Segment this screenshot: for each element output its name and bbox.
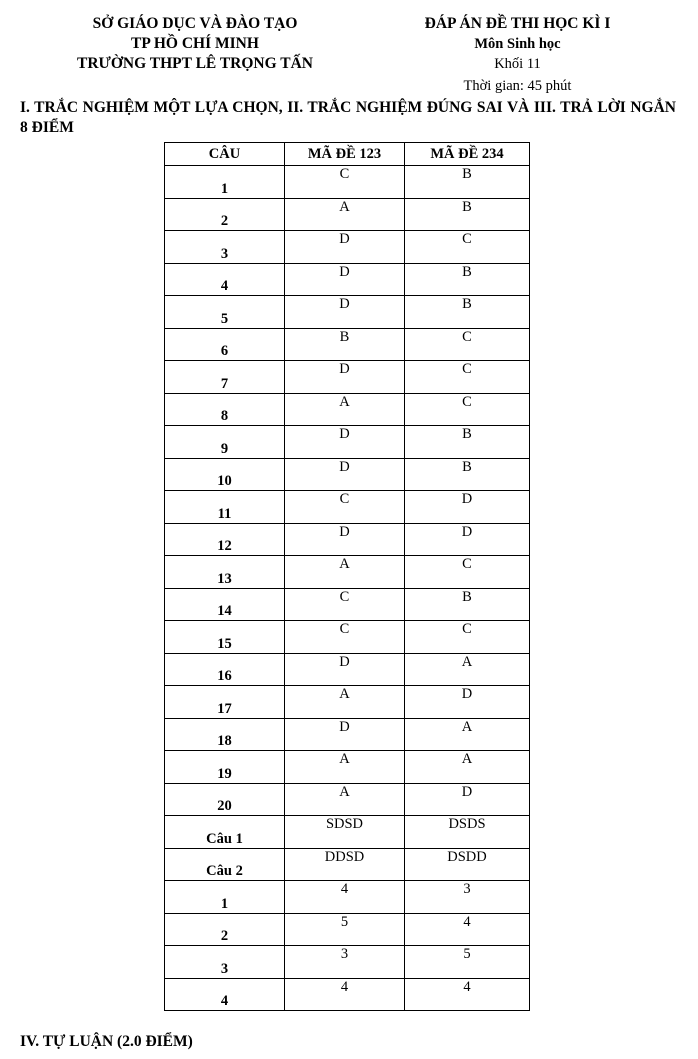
- answer-code-234-cell: B: [405, 296, 530, 329]
- table-row: [165, 816, 530, 849]
- answer-code-123-cell: D: [285, 426, 405, 459]
- answer-code-123-cell: A: [285, 751, 405, 784]
- answer-code-234-cell: DSDD: [405, 848, 530, 881]
- question-number-cell: 11: [165, 491, 285, 524]
- table-row: [165, 491, 530, 524]
- table-row: [165, 523, 530, 556]
- answer-code-234-cell: D: [405, 686, 530, 719]
- answer-code-234-cell: C: [405, 361, 530, 394]
- answer-code-123-cell: C: [285, 166, 405, 199]
- answer-code-234-cell: B: [405, 198, 530, 231]
- answer-code-234-cell: B: [405, 166, 530, 199]
- answer-code-123-cell: D: [285, 653, 405, 686]
- column-header-question: CÂU: [165, 143, 285, 166]
- answer-code-123-cell: SDSD: [285, 816, 405, 849]
- answer-code-123-cell: B: [285, 328, 405, 361]
- question-number-cell: 9: [165, 426, 285, 459]
- answer-code-123-cell: D: [285, 718, 405, 751]
- question-number-cell: 15: [165, 621, 285, 654]
- table-row: [165, 913, 530, 946]
- answer-code-234-cell: C: [405, 556, 530, 589]
- section-4-heading: IV. TỰ LUẬN (2.0 ĐIỂM): [20, 1033, 193, 1050]
- answer-code-123-cell: D: [285, 231, 405, 264]
- answer-code-234-cell: DSDS: [405, 816, 530, 849]
- grade-level: Khối 11: [494, 56, 541, 72]
- question-number-cell: 13: [165, 556, 285, 589]
- table-row: [165, 848, 530, 881]
- table-header-row: [165, 143, 530, 166]
- table-row: [165, 328, 530, 361]
- table-row: [165, 718, 530, 751]
- answer-code-234-cell: D: [405, 491, 530, 524]
- question-number-cell: 18: [165, 718, 285, 751]
- question-number-cell: Câu 1: [165, 816, 285, 849]
- table-row: [165, 686, 530, 719]
- answer-code-123-cell: C: [285, 491, 405, 524]
- answer-code-123-cell: A: [285, 198, 405, 231]
- answer-code-234-cell: C: [405, 393, 530, 426]
- question-number-cell: 1: [165, 881, 285, 914]
- question-number-cell: 7: [165, 361, 285, 394]
- answer-code-234-cell: B: [405, 458, 530, 491]
- question-number-cell: 10: [165, 458, 285, 491]
- answer-code-234-cell: C: [405, 328, 530, 361]
- table-row: [165, 198, 530, 231]
- table-row: [165, 588, 530, 621]
- answer-code-123-cell: A: [285, 556, 405, 589]
- answer-code-123-cell: A: [285, 393, 405, 426]
- document-title: ĐÁP ÁN ĐỀ THI HỌC KÌ I: [424, 15, 611, 32]
- question-number-cell: 3: [165, 946, 285, 979]
- section-1-heading: I. TRẮC NGHIỆM MỘT LỰA CHỌN, II. TRẮC NGHIỆM ĐÚNG SAI VÀ III. TRẢ LỜI NGẮN 8 ĐIỂM: [20, 99, 676, 136]
- question-number-cell: 17: [165, 686, 285, 719]
- answer-code-234-cell: B: [405, 263, 530, 296]
- question-number-cell: 16: [165, 653, 285, 686]
- answer-code-123-cell: D: [285, 296, 405, 329]
- table-row: [165, 231, 530, 264]
- answer-code-234-cell: A: [405, 653, 530, 686]
- question-number-cell: 4: [165, 978, 285, 1011]
- answer-code-234-cell: A: [405, 751, 530, 784]
- answer-code-234-cell: 4: [405, 978, 530, 1011]
- question-number-cell: 4: [165, 263, 285, 296]
- table-row: [165, 881, 530, 914]
- answer-code-123-cell: A: [285, 783, 405, 816]
- question-number-cell: 5: [165, 296, 285, 329]
- table-row: [165, 361, 530, 394]
- column-header-code-234: MÃ ĐỀ 234: [405, 143, 530, 166]
- question-number-cell: 3: [165, 231, 285, 264]
- answer-code-234-cell: C: [405, 231, 530, 264]
- table-row: [165, 751, 530, 784]
- answer-code-234-cell: B: [405, 588, 530, 621]
- city-name: TP HỒ CHÍ MINH: [131, 35, 259, 52]
- answer-code-234-cell: A: [405, 718, 530, 751]
- table-row: [165, 653, 530, 686]
- table-row: [165, 393, 530, 426]
- school-header: [40, 14, 350, 74]
- question-number-cell: 2: [165, 198, 285, 231]
- question-number-cell: Câu 2: [165, 848, 285, 881]
- answer-code-123-cell: A: [285, 686, 405, 719]
- answer-key-table: [164, 142, 530, 1011]
- answer-code-234-cell: 4: [405, 913, 530, 946]
- question-number-cell: 14: [165, 588, 285, 621]
- answer-code-234-cell: B: [405, 426, 530, 459]
- answer-code-234-cell: D: [405, 783, 530, 816]
- table-row: [165, 556, 530, 589]
- answer-code-123-cell: 3: [285, 946, 405, 979]
- answer-code-123-cell: D: [285, 263, 405, 296]
- answer-code-123-cell: D: [285, 458, 405, 491]
- answer-code-123-cell: C: [285, 588, 405, 621]
- table-row: [165, 783, 530, 816]
- question-number-cell: 8: [165, 393, 285, 426]
- answer-code-123-cell: 4: [285, 881, 405, 914]
- answer-code-123-cell: 5: [285, 913, 405, 946]
- department-name: SỞ GIÁO DỤC VÀ ĐÀO TẠO: [92, 15, 298, 32]
- table-row: [165, 978, 530, 1011]
- answer-code-123-cell: 4: [285, 978, 405, 1011]
- table-row: [165, 296, 530, 329]
- question-number-cell: 6: [165, 328, 285, 361]
- exam-duration: Thời gian: 45 phút: [463, 78, 572, 94]
- table-row: [165, 263, 530, 296]
- table-row: [165, 166, 530, 199]
- table-row: [165, 621, 530, 654]
- question-number-cell: 12: [165, 523, 285, 556]
- subject-name: Môn Sinh học: [474, 36, 561, 52]
- table-row: [165, 946, 530, 979]
- answer-code-234-cell: C: [405, 621, 530, 654]
- question-number-cell: 20: [165, 783, 285, 816]
- answer-code-234-cell: D: [405, 523, 530, 556]
- answer-code-123-cell: C: [285, 621, 405, 654]
- table-row: [165, 458, 530, 491]
- question-number-cell: 19: [165, 751, 285, 784]
- answer-code-234-cell: 3: [405, 881, 530, 914]
- school-name: TRƯỜNG THPT LÊ TRỌNG TẤN: [77, 55, 313, 72]
- column-header-code-123: MÃ ĐỀ 123: [285, 143, 405, 166]
- question-number-cell: 1: [165, 166, 285, 199]
- exam-header: [405, 14, 630, 96]
- answer-code-234-cell: 5: [405, 946, 530, 979]
- table-row: [165, 426, 530, 459]
- question-number-cell: 2: [165, 913, 285, 946]
- answer-code-123-cell: D: [285, 523, 405, 556]
- answer-code-123-cell: D: [285, 361, 405, 394]
- answer-rows: [165, 166, 530, 1011]
- answer-code-123-cell: DDSD: [285, 848, 405, 881]
